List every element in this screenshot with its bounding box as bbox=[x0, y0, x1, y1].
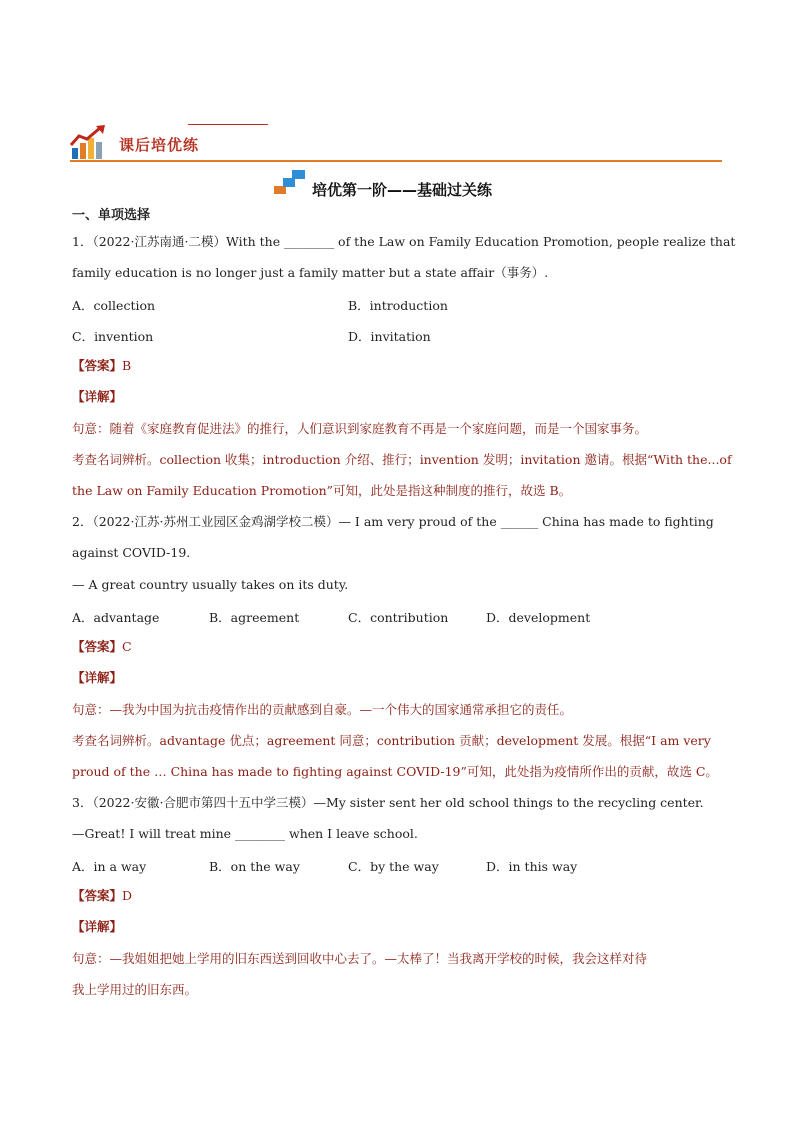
q3-answer bbox=[72, 888, 132, 904]
q1-option-c: C．invention bbox=[72, 329, 154, 344]
q2-explanation-line1: 句意：—我为中国为抗击疫情作出的贡献感到自豪。—一个伟大的国家通常承担它的责任。 bbox=[72, 702, 573, 717]
q2-option-b: B．agreement bbox=[209, 610, 300, 625]
q1-answer bbox=[72, 358, 131, 374]
answer-label: 【答案】 bbox=[72, 888, 123, 903]
q1-explanation-line2: 考查名词辨析。collection 收集；introduction 介绍、推行；invention 发明；invitation 邀请。根据“With the...of bbox=[72, 452, 732, 467]
q1-answer-value: B bbox=[122, 358, 132, 373]
q1-explanation-line1: 句意：随着《家庭教育促进法》的推行，人们意识到家庭教育不再是一个家庭问题，而是一个国家事务。 bbox=[72, 421, 648, 436]
q3-answer-value: D bbox=[122, 888, 133, 903]
q2-explanation-line3: proud of the … China has made to fighting against COVID-19”可知，此处指为疫情所作出的贡献，故选 C。 bbox=[72, 764, 718, 779]
q1-option-b: B．introduction bbox=[348, 298, 448, 313]
q2-answer bbox=[72, 639, 132, 655]
q2-answer-value: C bbox=[122, 639, 132, 654]
subsection-title: 培优第一阶——基础过关练 bbox=[312, 181, 493, 199]
q3-option-d: D．in this way bbox=[486, 859, 578, 874]
answer-label: 【答案】 bbox=[72, 358, 123, 373]
section-header bbox=[70, 122, 722, 164]
q1-stem-line2: family education is no longer just a family matter but a state affair（事务）. bbox=[72, 265, 549, 280]
subsection-heading bbox=[274, 169, 554, 199]
answer-label: 【答案】 bbox=[72, 639, 123, 654]
q3-stem-line2: —Great! I will treat mine ________ when I leave school. bbox=[72, 826, 418, 841]
q2-explanation-line2: 考查名词辨析。advantage 优点；agreement 同意；contribution 贡献；development 发展。根据“I am very bbox=[72, 733, 711, 748]
q1-option-a: A．collection bbox=[72, 298, 156, 313]
q3-explanation-line2: 我上学用过的旧东西。 bbox=[72, 982, 198, 997]
q2-option-d: D．development bbox=[486, 610, 591, 625]
q1-detail-label: 【详解】 bbox=[72, 389, 123, 404]
q2-option-a: A．advantage bbox=[72, 610, 160, 625]
q1-explanation-line3: the Law on Family Education Promotion”可知，此处是指这种制度的推行，故选 B。 bbox=[72, 483, 572, 498]
q3-option-c: C．by the way bbox=[348, 859, 439, 874]
q3-stem-line1: 3．（2022·安徽·合肥市第四十五中学三模）—My sister sent her old school things to the recycling center. bbox=[72, 795, 704, 810]
header-top-line bbox=[188, 124, 268, 125]
section-title: 一、单项选择 bbox=[72, 208, 151, 223]
q3-explanation-line1: 句意：—我姐姐把她上学用的旧东西送到回收中心去了。—太棒了！当我离开学校的时候，我会这样对待 bbox=[72, 951, 648, 966]
growth-chart-icon bbox=[70, 124, 108, 160]
q3-option-b: B．on the way bbox=[209, 859, 300, 874]
q1-stem-line1: 1．（2022·江苏南通·二模）With the ________ of the Law on Family Education Promotion, people realize that bbox=[72, 234, 736, 249]
q2-stem-line3: — A great country usually takes on its duty. bbox=[72, 577, 349, 592]
q2-stem-line1: 2．（2022·江苏·苏州工业园区金鸡湖学校二模）— I am very proud of the ______ China has made to fighting bbox=[72, 514, 714, 529]
header-rule bbox=[70, 160, 722, 162]
q2-stem-line2: against COVID-19. bbox=[72, 545, 191, 560]
q1-option-d: D．invitation bbox=[348, 329, 431, 344]
q3-detail-label: 【详解】 bbox=[72, 919, 123, 934]
stairs-icon bbox=[274, 169, 310, 195]
header-title: 课后培优练 bbox=[119, 136, 200, 154]
q2-detail-label: 【详解】 bbox=[72, 670, 123, 685]
q2-option-c: C．contribution bbox=[348, 610, 449, 625]
q3-option-a: A．in a way bbox=[72, 859, 147, 874]
